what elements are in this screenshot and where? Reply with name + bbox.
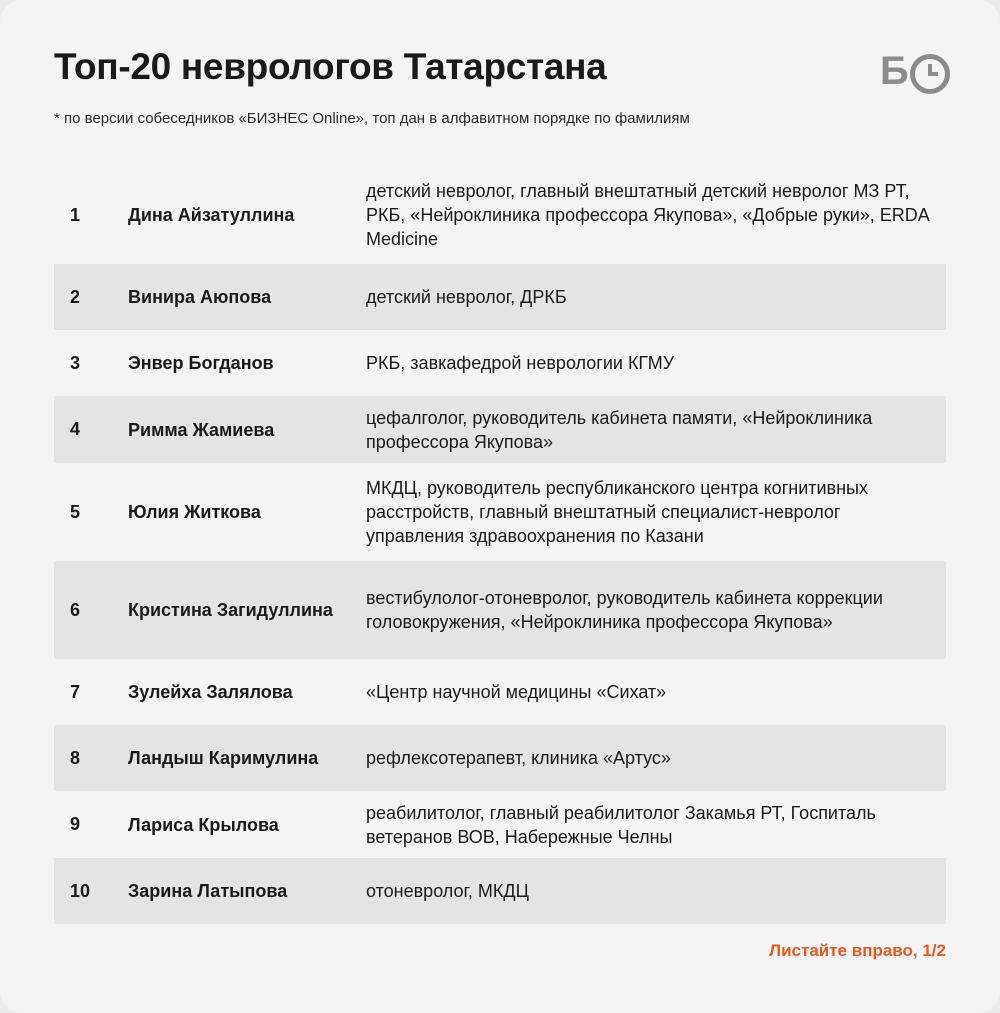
table-row	[54, 725, 946, 791]
subtitle-note: * по версии собеседников «БИЗНЕС Online», топ дан в алфавитном порядке по фамилиям	[54, 110, 690, 127]
row-number: 3	[70, 352, 81, 373]
page-title: Топ-20 неврологов Татарстана	[54, 46, 607, 87]
doctor-description: отоневролог, МКДЦ	[366, 881, 529, 901]
row-number: 6	[70, 599, 81, 620]
doctor-description: цефалголог, руководитель кабинета памяти, «Нейроклиника профессора Якупова»	[366, 407, 873, 452]
doctor-description: детский невролог, ДРКБ	[366, 287, 567, 307]
doctor-description: РКБ, завкафедрой неврологии КГМУ	[366, 353, 675, 373]
doctor-name: Римма Жамиева	[128, 419, 275, 440]
table-row	[54, 463, 946, 561]
table-row	[54, 264, 946, 330]
table-row	[54, 858, 946, 924]
row-number: 1	[70, 204, 81, 225]
row-number: 9	[70, 814, 81, 834]
doctor-name: Кристина Загидуллина	[128, 600, 333, 620]
doctor-name: Винира Аюпова	[128, 287, 272, 307]
row-number: 10	[70, 880, 91, 901]
row-number: 7	[70, 681, 81, 702]
doctor-name: Ландыш Каримулина	[128, 748, 319, 768]
table-row	[54, 166, 946, 264]
doctor-description: детский невролог, главный внештатный детский невролог МЗ РТ, РКБ, «Нейроклиника профессора Якупова», «Добрые руки», ERDA Medicine	[366, 181, 929, 249]
row-number: 4	[70, 419, 81, 439]
table-row	[54, 396, 946, 463]
doctor-name: Энвер Богданов	[128, 353, 274, 373]
doctor-description: МКДЦ, руководитель республиканского центра когнитивных расстройств, главный внештатный специалист-невролог управления здравоохранения по Казани	[366, 478, 868, 546]
doctor-name: Лариса Крылова	[128, 814, 279, 835]
bo-logo	[880, 49, 950, 93]
doctor-description: вестибулолог-отоневролог, руководитель кабинета коррекции головокружения, «Нейроклиника профессора Якупова»	[366, 588, 883, 632]
clock-icon	[910, 54, 950, 94]
swipe-hint-link[interactable]: Листайте вправо, 1/2	[769, 941, 946, 960]
table-row	[54, 791, 946, 858]
doctor-description: «Центр научной медицины «Сихат»	[366, 682, 667, 702]
neurologists-table	[54, 166, 946, 924]
doctor-description: реабилитолог, главный реабилитолог Закамья РТ, Госпиталь ветеранов ВОВ, Набережные Челны	[366, 802, 876, 847]
doctor-name: Зулейха Залялова	[128, 682, 293, 702]
row-number: 5	[70, 501, 81, 522]
doctor-name: Зарина Латыпова	[128, 881, 288, 901]
doctor-description: рефлексотерапевт, клиника «Артус»	[366, 748, 671, 768]
row-number: 8	[70, 747, 81, 768]
table-row	[54, 659, 946, 725]
row-number: 2	[70, 286, 81, 307]
logo-letter: Б	[880, 49, 909, 93]
table-row	[54, 330, 946, 396]
doctor-name: Дина Айзатуллина	[128, 205, 295, 225]
table-row	[54, 561, 946, 659]
doctor-name: Юлия Житкова	[128, 502, 261, 522]
